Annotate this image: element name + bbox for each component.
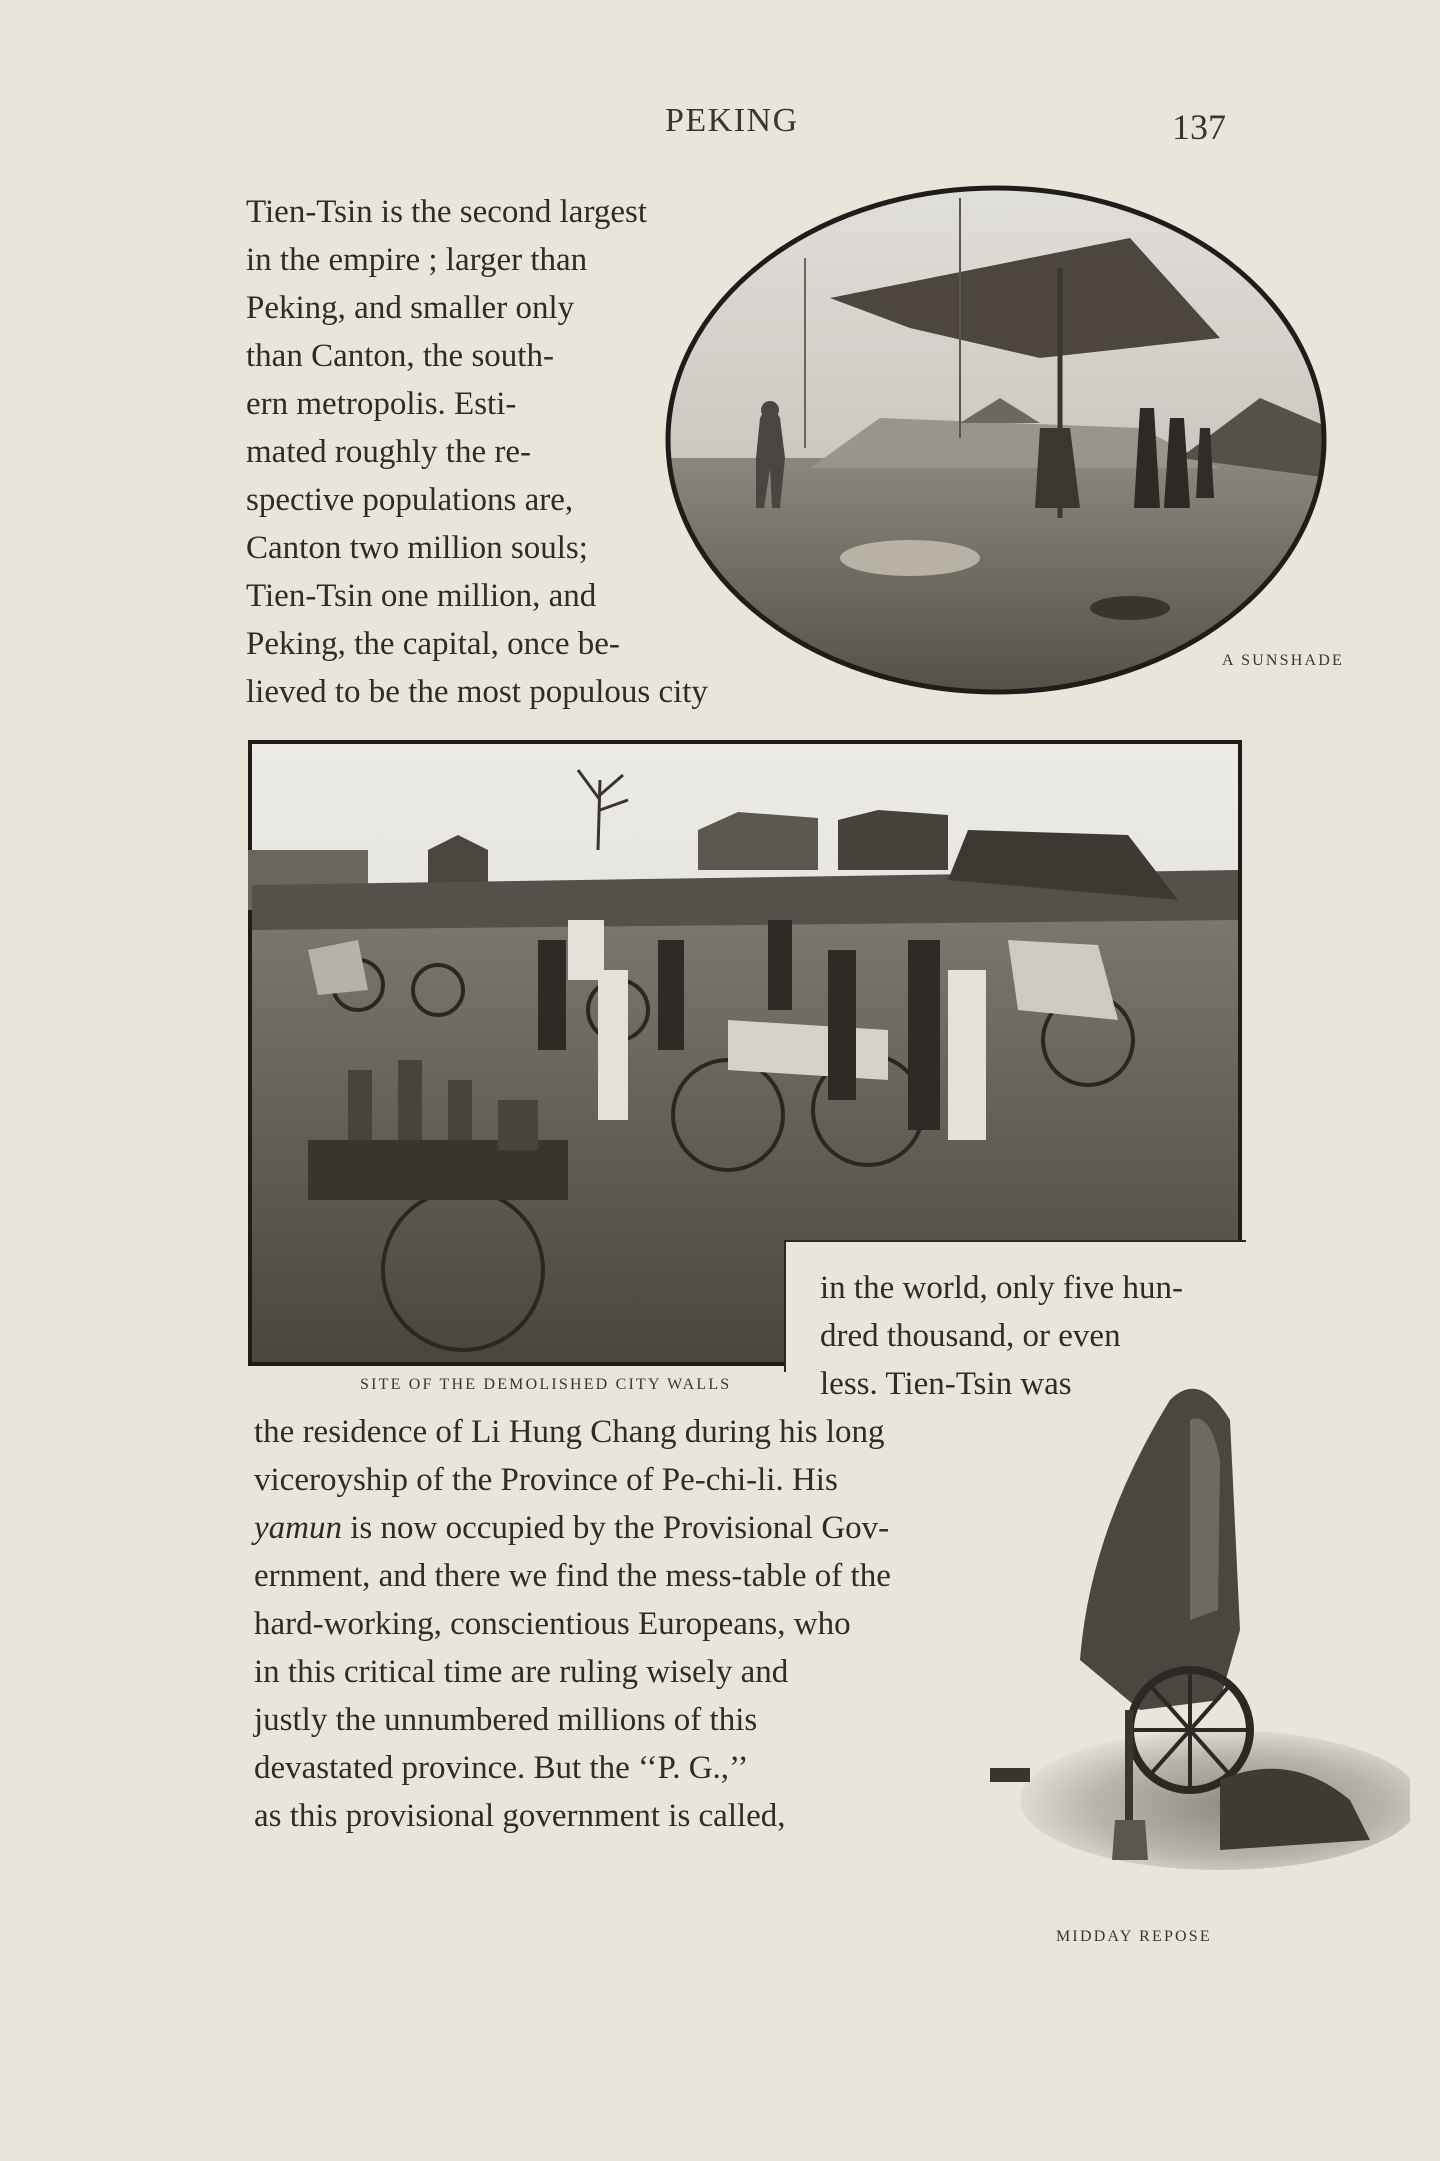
yamun-rest: is now occupied by the Provisional Gov- (350, 1510, 890, 1546)
text-line: spective populations are, (246, 482, 574, 518)
text-line: in this critical time are ruling wisely and (254, 1654, 789, 1690)
text-line: the residence of Li Hung Chang during his long (254, 1414, 885, 1450)
text-line: devastated province. But the ‘‘P. G.,’’ (254, 1750, 749, 1786)
text-line: justly the unnumbered millions of this (254, 1702, 758, 1738)
caption-midday-repose: MIDDAY REPOSE (1056, 1928, 1212, 1945)
text-line: as this provisional government is called, (254, 1798, 786, 1834)
text-line: less. Tien-Tsin was (820, 1366, 1072, 1402)
text-line: dred thousand, or even (820, 1318, 1121, 1354)
text-line: lieved to be the most populous city (246, 674, 708, 710)
text-line: Canton two million souls; (246, 530, 588, 566)
text-line: ernment, and there we find the mess-table of the (254, 1558, 891, 1594)
text-line-yamun (254, 1512, 889, 1545)
text-line: Tien-Tsin one million, and (246, 578, 597, 614)
text-line: Tien-Tsin is the second largest (246, 194, 647, 230)
text-line: mated roughly the re- (246, 434, 531, 470)
text-line: in the world, only five hun- (820, 1270, 1183, 1306)
running-head: PEKING (665, 102, 799, 139)
caption-sunshade: A SUNSHADE (1222, 652, 1345, 669)
page-number: 137 (1172, 107, 1226, 147)
text-line: Peking, and smaller only (246, 290, 575, 326)
text-line: hard-working, conscientious Europeans, who (254, 1606, 851, 1642)
midday-repose-photo (990, 1380, 1410, 1880)
text-line: in the empire ; larger than (246, 242, 588, 278)
caption-city-walls: SITE OF THE DEMOLISHED CITY WALLS (360, 1376, 732, 1393)
text-line: ern metropolis. Esti- (246, 386, 517, 422)
text-line: Peking, the capital, once be- (246, 626, 620, 662)
yamun-word: yamun (254, 1510, 342, 1546)
text-line: than Canton, the south- (246, 338, 554, 374)
text-line: viceroyship of the Province of Pe-chi-li. His (254, 1462, 838, 1498)
sunshade-photo (660, 178, 1340, 700)
